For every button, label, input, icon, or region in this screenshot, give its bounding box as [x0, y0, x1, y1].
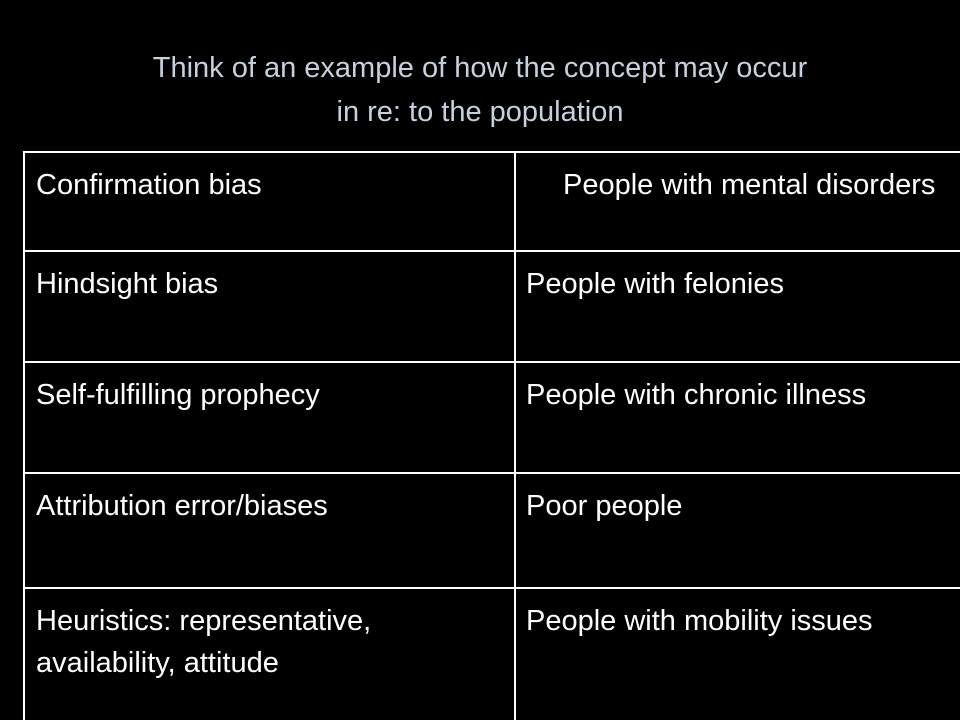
table-row [25, 589, 960, 720]
concept-cell: Self-fulfilling prophecy [25, 363, 516, 472]
slide-title-line-1: Think of an example of how the concept may occur [152, 52, 808, 84]
concept-cell: Hindsight bias [25, 252, 516, 361]
slide-title-line-2: in re: to the population [336, 96, 624, 128]
population-cell: People with mobility issues [526, 605, 873, 637]
concept-table [23, 151, 960, 720]
table-row [25, 252, 960, 363]
table-row [25, 474, 960, 589]
table-row [25, 363, 960, 474]
population-cell: People with mental disorders [563, 169, 936, 201]
table-row [25, 153, 960, 252]
concept-cell: Attribution error/biases [25, 474, 516, 587]
population-cell: People with chronic illness [526, 379, 867, 411]
population-cell: People with felonies [526, 268, 784, 300]
population-cell: Poor people [526, 490, 683, 522]
slide-title [0, 46, 960, 134]
concept-cell: Heuristics: representative, availability, attitude [25, 589, 516, 720]
concept-cell: Confirmation bias [25, 153, 516, 250]
